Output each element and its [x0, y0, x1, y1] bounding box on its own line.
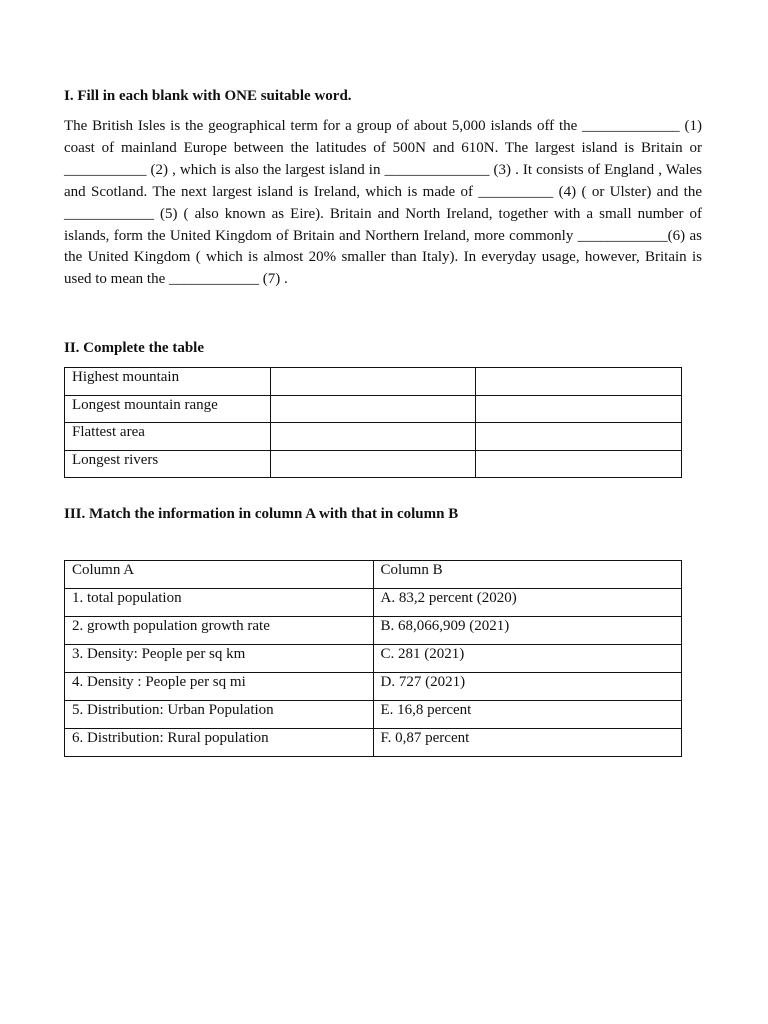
column-b-cell: D. 727 (2021) [373, 673, 682, 701]
table-row [65, 673, 682, 701]
match-table [64, 560, 682, 757]
column-b-cell: E. 16,8 percent [373, 701, 682, 729]
blank-cell[interactable] [476, 423, 682, 451]
column-a-cell: 3. Density: People per sq km [65, 645, 374, 673]
column-a-cell: 5. Distribution: Urban Population [65, 701, 374, 729]
blank-cell[interactable] [476, 395, 682, 423]
blank-cell[interactable] [270, 395, 476, 423]
blank-cell[interactable] [270, 423, 476, 451]
table-row-label: Flattest area [65, 423, 271, 451]
blank-cell[interactable] [476, 450, 682, 478]
table-header-row [65, 561, 682, 589]
column-b-cell: A. 83,2 percent (2020) [373, 589, 682, 617]
column-b-cell: C. 281 (2021) [373, 645, 682, 673]
column-a-cell: 1. total population [65, 589, 374, 617]
table-row [65, 450, 682, 478]
complete-table [64, 367, 682, 478]
table-row-label: Highest mountain [65, 368, 271, 396]
blank-cell[interactable] [476, 368, 682, 396]
column-b-cell: F. 0,87 percent [373, 729, 682, 757]
table-row [65, 701, 682, 729]
table-row [65, 645, 682, 673]
section-2-heading: II. Complete the table [64, 340, 204, 356]
fill-in-paragraph: The British Isles is the geographical term for a group of about 5,000 islands off the _____________ (1) coast of mainland Europe between the latitudes of 500N and 610N. The largest island is Britain or ___________ (2) , which is also the largest island in ______________ (3) . It consists of England , Wales and Scotland. The next largest island is Ireland, which is made of __________ (4) ( or Ulster) and the ____________ (5) ( also known as Eire). Britain and North Ireland, together with a small number of islands, form the United Kingdom of Britain and Northern Ireland, more commonly ____________(6) as the United Kingdom ( which is almost 20% smaller than Italy). In everyday usage, however, Britain is used to mean the ____________ (7) . [64, 118, 702, 288]
column-a-cell: 2. growth population growth rate [65, 617, 374, 645]
column-a-cell: 6. Distribution: Rural population [65, 729, 374, 757]
column-a-cell: 4. Density : People per sq mi [65, 673, 374, 701]
table-row [65, 589, 682, 617]
table-row [65, 729, 682, 757]
table-row-label: Longest rivers [65, 450, 271, 478]
column-a-header: Column A [65, 561, 374, 589]
table-row [65, 617, 682, 645]
section-3-heading: III. Match the information in column A with that in column B [64, 506, 459, 522]
table-row-label: Longest mountain range [65, 395, 271, 423]
blank-cell[interactable] [270, 450, 476, 478]
column-b-cell: B. 68,066,909 (2021) [373, 617, 682, 645]
table-row [65, 368, 682, 396]
column-b-header: Column B [373, 561, 682, 589]
table-row [65, 395, 682, 423]
section-1-heading: I. Fill in each blank with ONE suitable word. [64, 88, 352, 104]
blank-cell[interactable] [270, 368, 476, 396]
table-row [65, 423, 682, 451]
